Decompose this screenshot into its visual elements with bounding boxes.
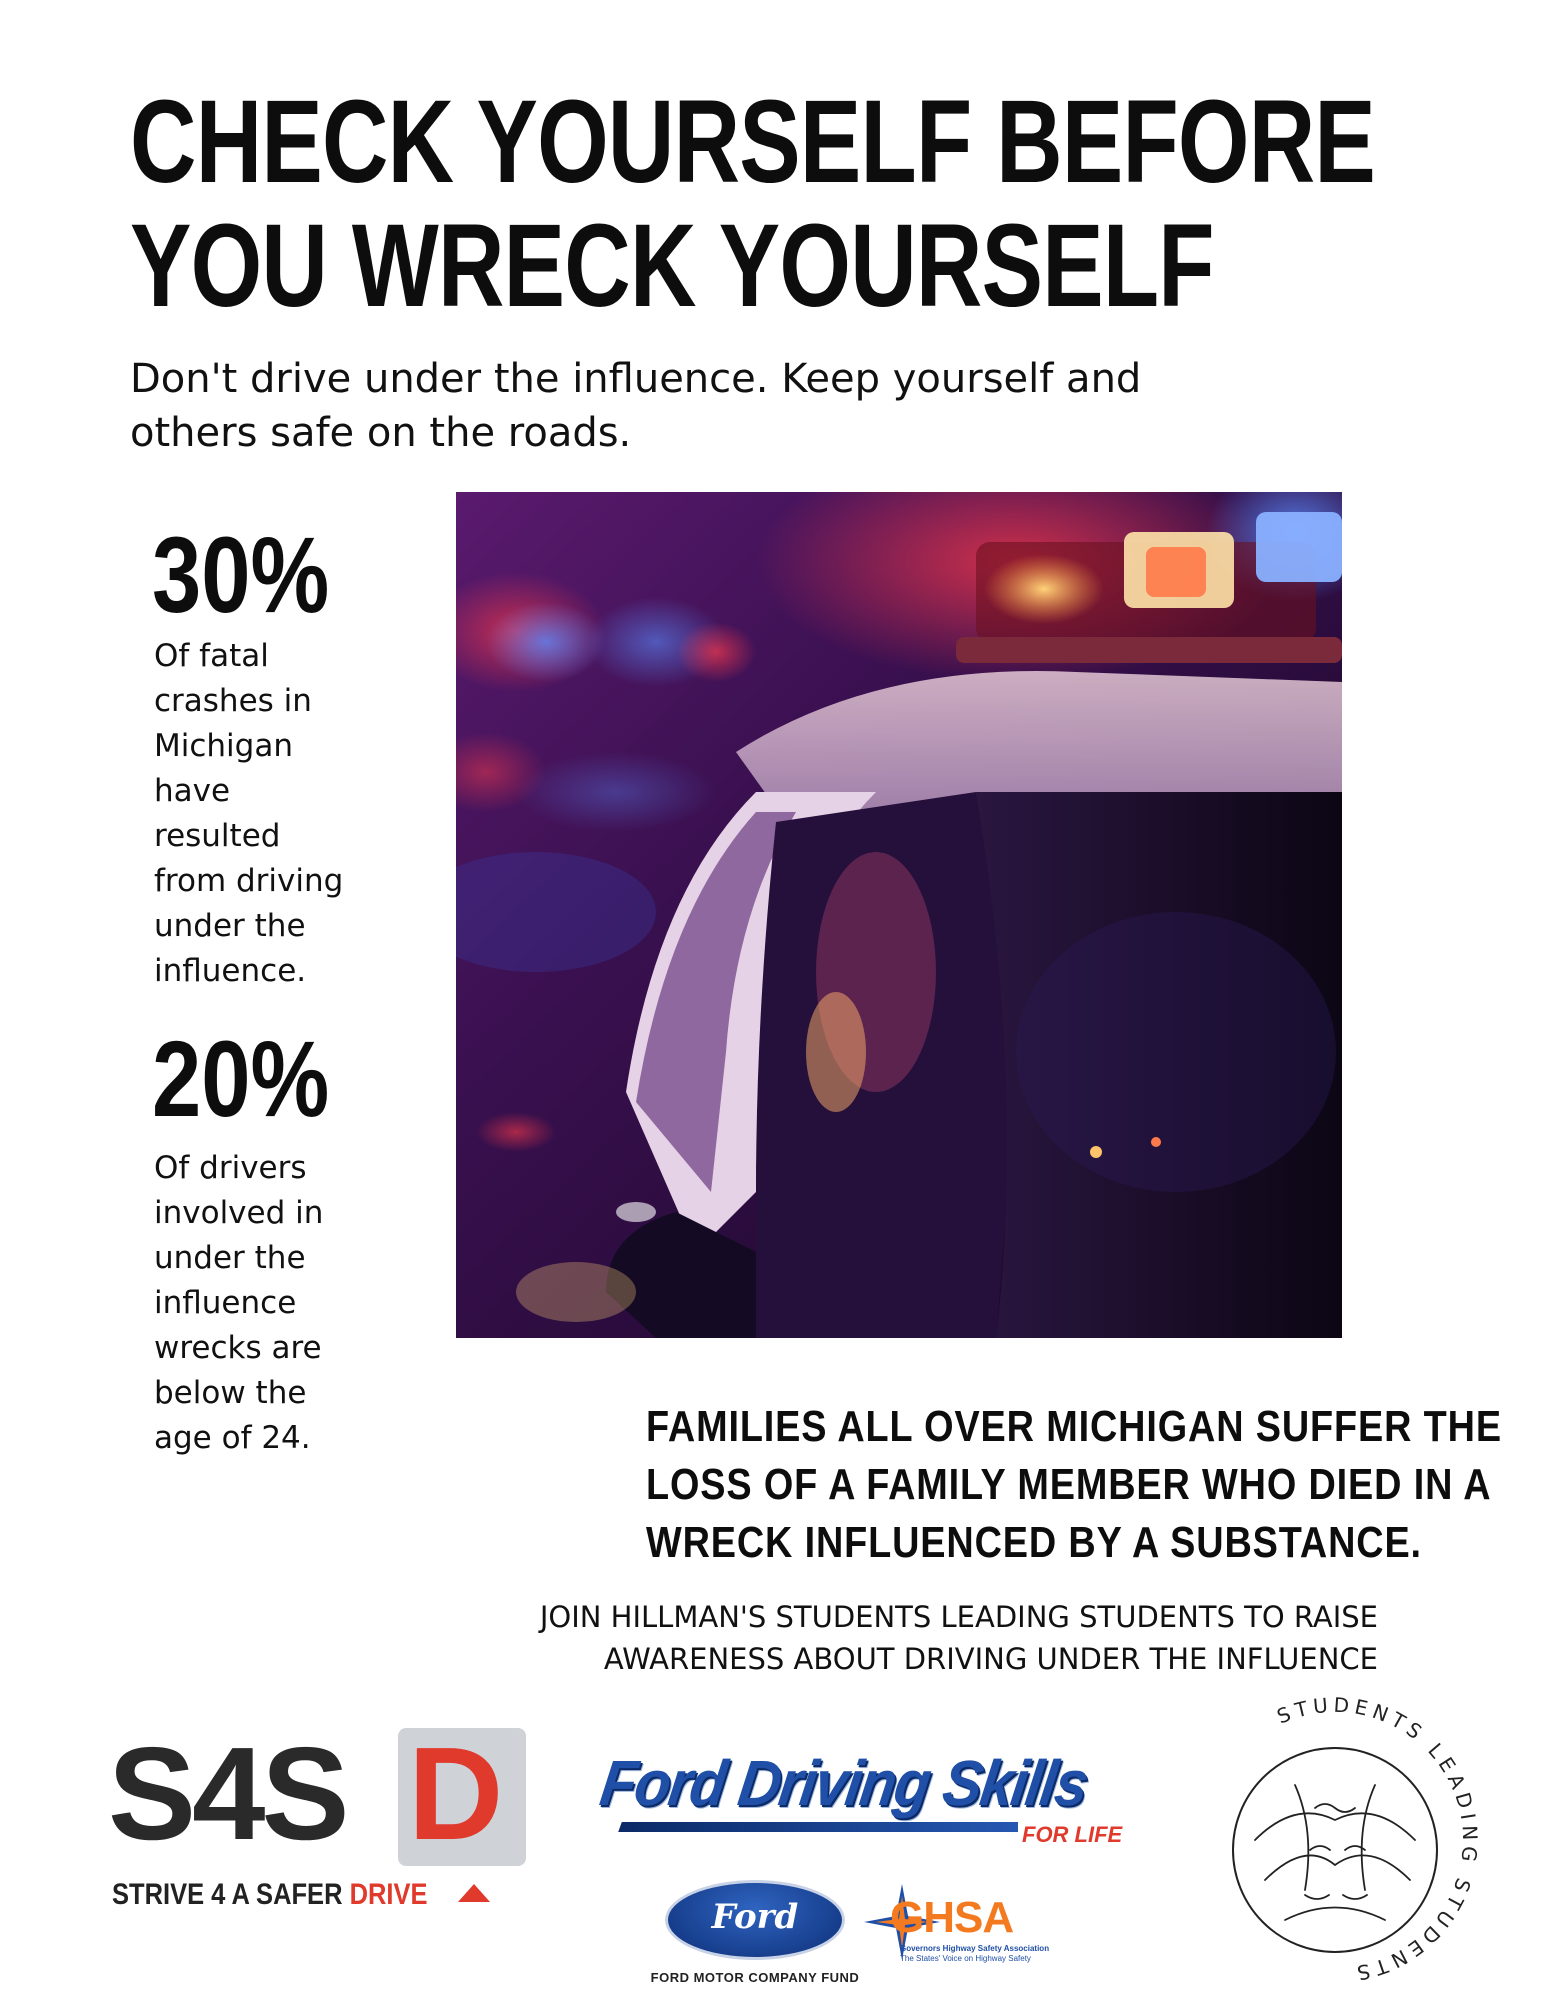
stat-30-line: under the bbox=[154, 908, 306, 944]
fds-title: Ford Driving Skills bbox=[596, 1747, 1092, 1819]
sls-emblem bbox=[1185, 1690, 1485, 1990]
subtitle-line-1: Don't drive under the influence. Keep yourself and bbox=[130, 356, 1142, 402]
ghsa-full-name: Governors Highway Safety Association bbox=[900, 1944, 1050, 1953]
families-line-1: FAMILIES ALL OVER MICHIGAN SUFFER THE bbox=[646, 1402, 1502, 1451]
stat-20-description bbox=[154, 1146, 394, 1461]
title-line-2: YOU WRECK YOURSELF bbox=[130, 200, 1214, 332]
ford-oval-text: Ford bbox=[711, 1897, 799, 1937]
subtitle-line-2: others safe on the roads. bbox=[130, 410, 632, 456]
stat-30-line: resulted bbox=[154, 818, 281, 854]
families-statement bbox=[646, 1398, 1502, 1572]
stat-20-line: under the bbox=[154, 1240, 306, 1276]
stat-30-line: crashes in bbox=[154, 683, 312, 719]
stat-20-line: influence bbox=[154, 1285, 297, 1321]
s4sd-logo bbox=[108, 1720, 538, 1911]
stat-20-line: wrecks are bbox=[154, 1330, 322, 1366]
stat-30-value: 30% bbox=[152, 514, 330, 635]
up-arrow-icon bbox=[458, 1884, 490, 1902]
students-leading-students-logo bbox=[1185, 1690, 1485, 1990]
s4sd-tagline bbox=[112, 1878, 428, 1912]
ford-oval-logo bbox=[665, 1880, 845, 1960]
join-statement bbox=[300, 1596, 1378, 1680]
stat-20-line: below the bbox=[154, 1375, 307, 1411]
stat-30-line: Of fatal bbox=[154, 638, 269, 674]
title-line-1: CHECK YOURSELF BEFORE bbox=[130, 76, 1376, 208]
ford-fund-label: FORD MOTOR COMPANY FUND bbox=[650, 1970, 860, 1985]
ford-driving-skills-logo bbox=[596, 1740, 1123, 1870]
ghsa-name: GHSA bbox=[890, 1893, 1014, 1942]
subtitle bbox=[130, 352, 1330, 460]
s4sd-letters: S4S bbox=[108, 1720, 346, 1867]
ghsa-logo bbox=[862, 1882, 1050, 1972]
families-line-3: WRECK INFLUENCED BY A SUBSTANCE. bbox=[646, 1518, 1422, 1567]
families-line-2: LOSS OF A FAMILY MEMBER WHO DIED IN A bbox=[646, 1460, 1492, 1509]
join-line-2: AWARENESS ABOUT DRIVING UNDER THE INFLUENCE bbox=[603, 1642, 1378, 1676]
police-car-photo bbox=[456, 492, 1342, 1338]
sls-ring-text: STUDENTS LEADING STUDENTS bbox=[1273, 1692, 1483, 1986]
ghsa-slogan: The States' Voice on Highway Safety bbox=[900, 1954, 1031, 1963]
stat-20-line: age of 24. bbox=[154, 1420, 311, 1456]
stat-30-line: have bbox=[154, 773, 231, 809]
stat-30-line: Michigan bbox=[154, 728, 293, 764]
stat-20-value: 20% bbox=[152, 1018, 330, 1139]
s4sd-d-letter: D bbox=[408, 1720, 504, 1867]
page-title bbox=[130, 76, 1376, 332]
stat-30-description bbox=[154, 634, 394, 994]
fds-for-life: FOR LIFE bbox=[1018, 1822, 1126, 1848]
s4sd-tagline-main: STRIVE 4 A SAFER bbox=[112, 1878, 350, 1911]
stat-30-line: from driving bbox=[154, 863, 344, 899]
stat-20-line: involved in bbox=[154, 1195, 324, 1231]
s4sd-tagline-drive: DRIVE bbox=[349, 1878, 428, 1911]
join-line-1: JOIN HILLMAN'S STUDENTS LEADING STUDENTS TO RAISE bbox=[539, 1600, 1378, 1634]
stat-30-line: influence. bbox=[154, 953, 307, 989]
stat-20-line: Of drivers bbox=[154, 1150, 307, 1186]
